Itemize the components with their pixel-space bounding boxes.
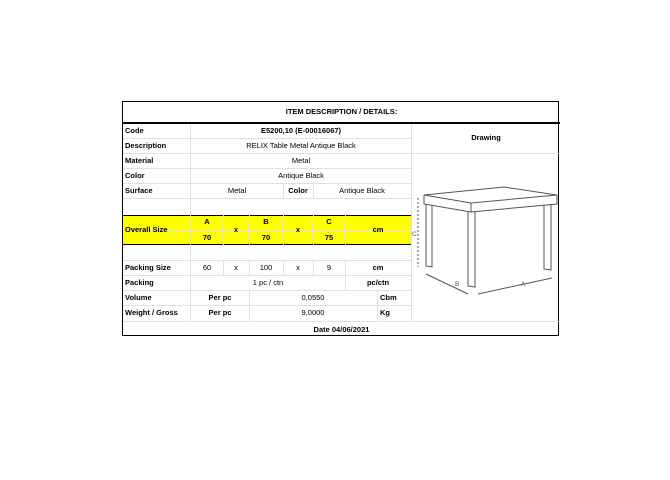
packing-size-unit: cm	[372, 263, 384, 272]
grid-line	[123, 183, 411, 184]
packing-value: 1 pc / ctn	[252, 278, 284, 287]
packing-size-x2: x	[296, 263, 300, 272]
drawing-title: Drawing	[471, 133, 501, 142]
title-divider	[123, 122, 560, 124]
code-value: E5200,10 (E-00016067)	[260, 126, 342, 135]
size-b-label: B	[263, 217, 269, 226]
packing-size-v3: 9	[326, 263, 332, 272]
size-a-label: A	[204, 217, 210, 226]
weight-value: 9,0000	[301, 308, 325, 317]
label-overall-size: Overall Size	[125, 225, 168, 234]
footer-date: Date 04/06/2021	[313, 325, 370, 334]
description-value: RELIX Table Metal Antique Black	[246, 141, 356, 150]
volume-unit: Cbm	[380, 293, 397, 302]
size-a-value: 70	[202, 233, 212, 242]
grid-line	[123, 305, 411, 306]
drawing-label-c: C	[412, 231, 417, 238]
weight-unit: Kg	[380, 308, 390, 317]
size-c-label: C	[326, 217, 332, 226]
grid-line	[123, 260, 411, 261]
size-b-value: 70	[261, 233, 271, 242]
packing-size-v1: 60	[202, 263, 212, 272]
surface-value: Metal	[227, 186, 247, 195]
packing-size-x1: x	[234, 263, 238, 272]
label-description: Description	[125, 141, 167, 150]
surface-color-value: Antique Black	[339, 186, 385, 195]
grid-line	[123, 275, 411, 276]
sheet-title: ITEM DESCRIPTION / DETAILS:	[285, 107, 398, 116]
size-x1: x	[233, 225, 239, 234]
label-packing: Packing	[125, 278, 154, 287]
color-value: Antique Black	[278, 171, 324, 180]
label-volume: Volume	[125, 293, 152, 302]
label-surface: Surface	[125, 186, 153, 195]
grid-line	[123, 290, 411, 291]
label-code: Code	[125, 126, 144, 135]
grid-line	[123, 198, 411, 199]
size-unit: cm	[372, 225, 384, 234]
label-color: Color	[125, 171, 145, 180]
volume-value: 0,0550	[301, 293, 325, 302]
grid-line	[377, 290, 378, 321]
packing-unit: pc/ctn	[366, 278, 390, 287]
grid-line	[123, 138, 411, 139]
grid-line	[123, 153, 411, 154]
drawing-label-b: B	[455, 281, 460, 288]
volume-per: Per pc	[208, 293, 232, 302]
material-value: Metal	[291, 156, 311, 165]
grid-line	[123, 321, 560, 322]
item-details-sheet	[122, 101, 559, 336]
grid-line	[123, 168, 411, 169]
weight-per: Per pc	[208, 308, 232, 317]
drawing-label-a: A	[521, 281, 526, 288]
label-material: Material	[125, 156, 154, 165]
label-packing-size: Packing Size	[125, 263, 171, 272]
size-c-value: 75	[324, 233, 334, 242]
size-x2: x	[295, 225, 301, 234]
surface-color-label: Color	[288, 186, 308, 195]
packing-size-v2: 100	[259, 263, 273, 272]
table-drawing	[412, 154, 560, 320]
label-weight: Weight / Gross	[125, 308, 178, 317]
